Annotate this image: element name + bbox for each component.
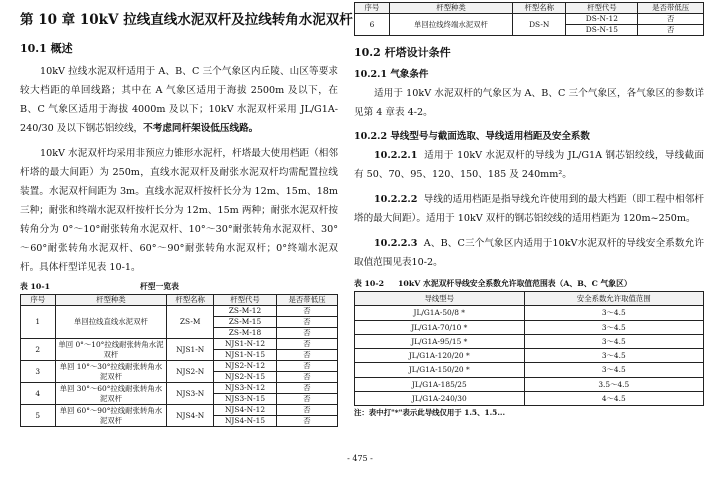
table-header-cell: 杆型名称 <box>513 3 566 14</box>
clause-text: A、B、C三个气象区内适用于10kV水泥双杆的导线安全系数允许取值范围见表10-2。 <box>354 238 704 268</box>
table-row <box>355 349 704 363</box>
pole-name: NJS2-N <box>167 361 214 383</box>
weather-paragraph: 适用于 10kV 水泥双杆的气象区为 A、B、C 三个气象区，各气象区的参数详见第 4 章表 4-2。 <box>354 88 704 118</box>
safety-factor-range: 3～4.5 <box>524 363 703 377</box>
table-10-1-title: 杆型一览表 <box>140 282 179 291</box>
table-header-cell: 杆型种类 <box>55 295 167 306</box>
table-header-cell: 杆型代号 <box>214 295 277 306</box>
pole-name: NJS4-N <box>167 405 214 427</box>
conductor-type: JL/G1A-70/10 * <box>355 320 525 334</box>
conductor-type: JL/G1A-120/20 * <box>355 349 525 363</box>
table-header-cell: 是否带低压 <box>277 295 338 306</box>
row-number: 5 <box>21 405 56 427</box>
clause-number: 10.2.2.3 <box>374 238 418 249</box>
low-voltage-flag: 否 <box>277 328 338 339</box>
clause-10-2-2-2 <box>354 190 704 228</box>
clause-10-2-2-1 <box>354 146 704 184</box>
table-row <box>355 14 704 25</box>
table-header-row <box>355 292 704 306</box>
low-voltage-flag: 否 <box>277 317 338 328</box>
conductor-type: JL/G1A-240/30 <box>355 392 525 406</box>
clause-number: 10.2.2.2 <box>374 194 418 205</box>
table-row <box>21 405 338 416</box>
conductor-type: JL/G1A-150/20 * <box>355 363 525 377</box>
right-column <box>354 0 704 418</box>
pole-code: NJS4-N-15 <box>214 416 277 427</box>
low-voltage-flag: 否 <box>277 361 338 372</box>
pole-name: NJS1-N <box>167 339 214 361</box>
table-10-2-note: 注：表中打"*"表示此导线仅用于 1.5、1.5... <box>354 408 506 418</box>
low-voltage-flag: 否 <box>277 405 338 416</box>
pole-code: NJS3-N-12 <box>214 383 277 394</box>
safety-factor-range: 3～4.5 <box>524 306 703 320</box>
pole-code: DS-N-15 <box>566 25 638 36</box>
low-voltage-flag: 否 <box>277 306 338 317</box>
pole-kind: 单回 30°～60°拉线耐张转角水泥双杆 <box>55 383 167 405</box>
overview-paragraph-2: 10kV 水泥双杆均采用非预应力锥形水泥杆，杆塔最大使用档距（相邻杆塔的最大间距）为 250m，直线水泥双杆及耐张水泥双杆均需配置拉线装置。水泥双杆间距为 3m。直线水泥双杆按杆长分为 12m、15m、18m 三种；耐张和终端水泥双杆按杆长分为 12m、15m 两种；耐张水泥双杆按转角分为 0°～10°耐张转角水泥双杆、10°～30°耐张转角水泥双杆、30°～60°耐张转角水泥双杆、60°～90°耐张转角水泥双杆；0°终端水泥双杆。具体杆型详见表 10-1。 <box>20 148 338 273</box>
clause-10-2-2-3 <box>354 234 704 272</box>
pole-code: NJS2-N-15 <box>214 372 277 383</box>
pole-kind: 单回拉线直线水泥双杆 <box>55 306 167 339</box>
table-10-1-caption <box>20 281 338 292</box>
left-column <box>20 0 353 427</box>
clause-text: 导线的适用档距是指导线允许使用到的最大档距（即工程中相邻杆塔的最大间距）。适用于 10kV 双杆的钢芯铝绞线的适用档距为 120m~250m。 <box>354 194 705 224</box>
table-header-row <box>21 295 338 306</box>
clause-number: 10.2.2.1 <box>374 150 418 161</box>
table-header-cell: 序号 <box>21 295 56 306</box>
pole-code: NJS1-N-12 <box>214 339 277 350</box>
table-row <box>355 306 704 320</box>
pole-kind: 单回 60°～90°拉线耐张转角水泥双杆 <box>55 405 167 427</box>
table-10-1 <box>20 294 338 427</box>
safety-factor-range: 3～4.5 <box>524 349 703 363</box>
pole-name: NJS3-N <box>167 383 214 405</box>
pole-code: NJS3-N-15 <box>214 394 277 405</box>
pole-name: DS-N <box>513 14 566 36</box>
low-voltage-flag: 否 <box>277 383 338 394</box>
chapter-title: 第 10 章 10kV 拉线直线水泥双杆及拉线转角水泥双杆 <box>20 12 353 28</box>
subsection-title-10-2-2: 10.2.2 导线型号与截面选取、导线适用档距及安全系数 <box>354 131 590 142</box>
table-header-cell: 安全系数允许取值范围 <box>524 292 703 306</box>
pole-name: ZS-M <box>167 306 214 339</box>
row-number: 6 <box>355 14 390 36</box>
clause-text: 适用于 10kV 水泥双杆的导线为 JL/G1A 钢芯铝绞线，导线截面有 50、70、95、120、150、185 及 240mm²。 <box>354 150 704 180</box>
pole-kind: 单回拉线终端水泥双杆 <box>389 14 512 36</box>
conductor-type: JL/G1A-185/25 <box>355 377 525 391</box>
table-header-cell: 杆型代号 <box>566 3 638 14</box>
table-row <box>355 363 704 377</box>
low-voltage-flag: 否 <box>638 14 704 25</box>
row-number: 1 <box>21 306 56 339</box>
low-voltage-flag: 否 <box>277 394 338 405</box>
table-header-cell: 杆型名称 <box>167 295 214 306</box>
low-voltage-flag: 否 <box>638 25 704 36</box>
table-header-cell: 是否带低压 <box>638 3 704 14</box>
page-number: - 475 - <box>347 454 373 463</box>
safety-factor-range: 3.5～4.5 <box>524 377 703 391</box>
row-number: 4 <box>21 383 56 405</box>
pole-code: ZS-M-12 <box>214 306 277 317</box>
safety-factor-range: 4～4.5 <box>524 392 703 406</box>
table-header-row <box>355 3 704 14</box>
table-10-2 <box>354 291 704 406</box>
table-10-1-number: 表 10-1 <box>20 282 51 291</box>
table-10-2-caption <box>354 278 704 289</box>
pole-code: ZS-M-18 <box>214 328 277 339</box>
table-row <box>21 361 338 372</box>
pole-kind: 单回 10°～30°拉线耐张转角水泥双杆 <box>55 361 167 383</box>
table-10-1-continued <box>354 2 704 36</box>
conductor-type: JL/G1A-50/8 * <box>355 306 525 320</box>
table-header-cell: 导线型号 <box>355 292 525 306</box>
overview-paragraph-1-text: 10kV 拉线水泥双杆适用于 A、B、C 三个气象区内丘陵、山区等要求较大档距的单回线路；其中在 A 气象区适用于海拔 2500m 及以下，在 B、C 气象区适用于海拔 4000m 及以下；10kV 水泥双杆采用 JL/G1A-240/30 及以下钢芯铝绞线， <box>20 66 338 134</box>
table-row <box>21 306 338 317</box>
pole-code: DS-N-12 <box>566 14 638 25</box>
table-row <box>355 320 704 334</box>
row-number: 2 <box>21 339 56 361</box>
pole-code: ZS-M-15 <box>214 317 277 328</box>
conductor-type: JL/G1A-95/15 * <box>355 334 525 348</box>
table-row <box>21 383 338 394</box>
safety-factor-range: 3～4.5 <box>524 320 703 334</box>
safety-factor-range: 3～4.5 <box>524 334 703 348</box>
table-row <box>355 334 704 348</box>
low-voltage-flag: 否 <box>277 372 338 383</box>
table-row <box>21 339 338 350</box>
table-10-2-title: 10kV 水泥双杆导线安全系数允许取值范围表（A、B、C 气象区） <box>398 279 632 288</box>
section-title-10-2: 10.2 杆塔设计条件 <box>354 46 451 59</box>
pole-code: NJS2-N-12 <box>214 361 277 372</box>
pole-kind: 单回 0°～10°拉线耐张转角水泥双杆 <box>55 339 167 361</box>
overview-paragraph-1-bold: 不考虑同杆架设低压线路。 <box>143 123 259 134</box>
table-header-cell: 杆型种类 <box>389 3 512 14</box>
row-number: 3 <box>21 361 56 383</box>
table-10-2-number: 表 10-2 <box>354 279 385 288</box>
table-row <box>355 377 704 391</box>
low-voltage-flag: 否 <box>277 339 338 350</box>
table-header-cell: 序号 <box>355 3 390 14</box>
section-title-10-1: 10.1 概述 <box>20 42 73 55</box>
subsection-title-10-2-1: 10.2.1 气象条件 <box>354 69 429 80</box>
low-voltage-flag: 否 <box>277 350 338 361</box>
table-row <box>355 392 704 406</box>
pole-code: NJS1-N-15 <box>214 350 277 361</box>
low-voltage-flag: 否 <box>277 416 338 427</box>
pole-code: NJS4-N-12 <box>214 405 277 416</box>
overview-paragraph-1 <box>20 62 338 138</box>
